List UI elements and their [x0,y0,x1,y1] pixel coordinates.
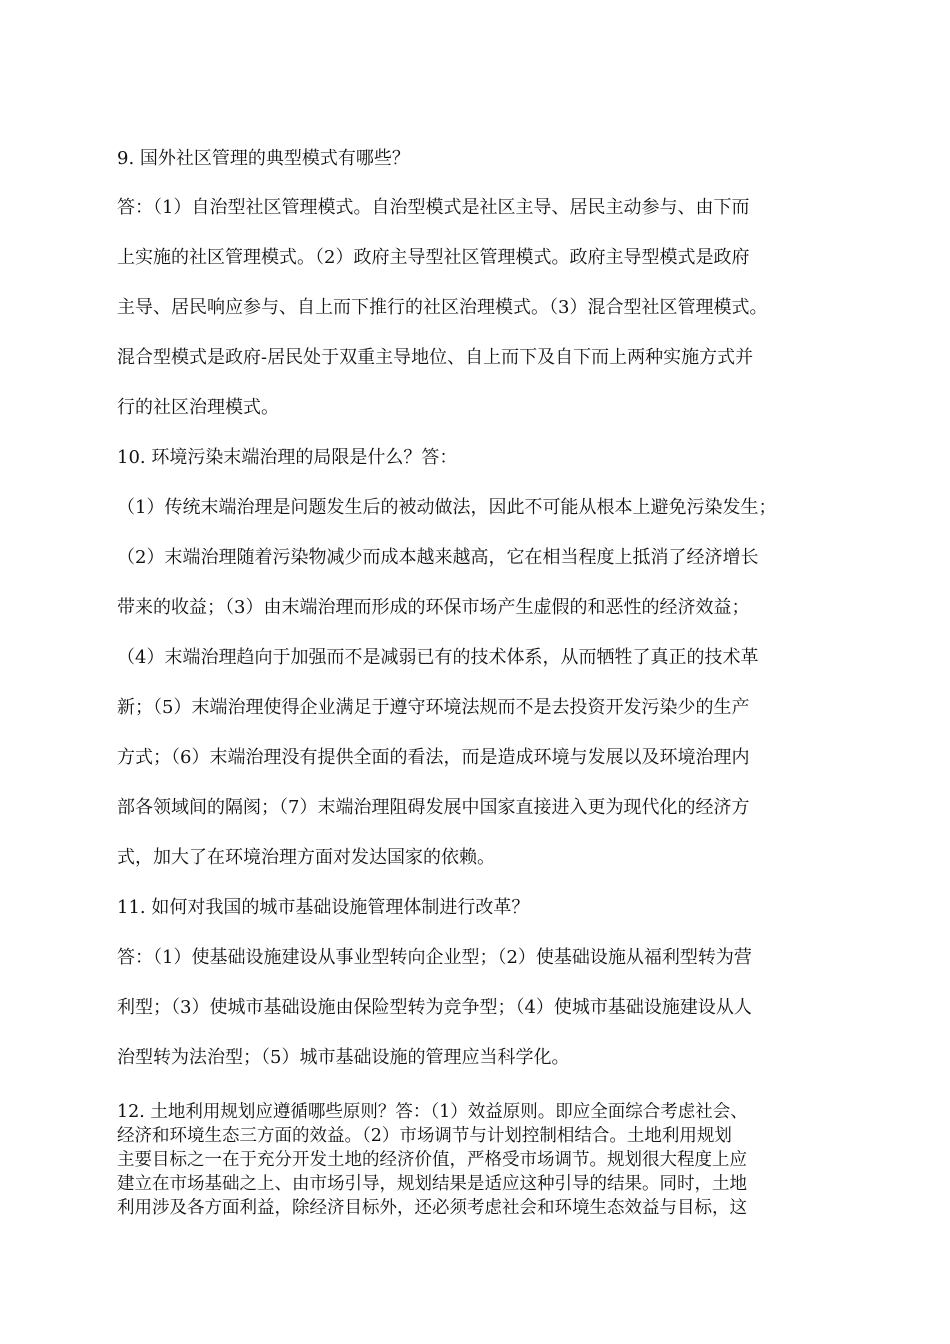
question-11-title: 11. 如何对我国的城市基础设施管理体制进行改革？ [117,897,530,918]
question-12-line: 主要目标之一在于充分开发土地的经济价值，严格受市场调节。规划很大程度上应 [117,1150,747,1170]
answer-10-line: 式，加大了在环境治理方面对发达国家的依赖。 [117,847,495,868]
answer-10-line: （2）末端治理随着污染物减少而成本越来越高，它在相当程度上抵消了经济增长 [117,547,759,568]
answer-11-line: 利型；（3）使城市基础设施由保险型转为竞争型；（4）使城市基础设施建设从人 [117,997,752,1018]
question-12-line: 建立在市场基础之上、由市场引导，规划结果是适应这种引导的结果。同时，土地 [117,1174,747,1194]
answer-9-line: 上实施的社区管理模式。（2）政府主导型社区管理模式。政府主导型模式是政府 [117,247,750,268]
answer-11-line: 治型转为法治型；（5）城市基础设施的管理应当科学化。 [117,1047,570,1068]
question-10-title: 10. 环境污染末端治理的局限是什么？答： [117,447,458,468]
answer-9-line: 主导、居民响应参与、自上而下推行的社区治理模式。（3）混合型社区管理模式。 [117,297,768,318]
question-12-line: 利用涉及各方面利益，除经济目标外，还必须考虑社会和环境生态效益与目标，这 [117,1198,747,1218]
answer-10-line: 带来的收益；（3）由末端治理而形成的环保市场产生虚假的和恶性的经济效益； [117,597,750,618]
answer-9-line: 答：（1）自治型社区管理模式。自治型模式是社区主导、居民主动参与、由下而 [117,197,750,218]
answer-9-line: 行的社区治理模式。 [117,397,279,418]
question-9-title: 9. 国外社区管理的典型模式有哪些？ [117,148,410,169]
answer-10-line: （1）传统末端治理是问题发生后的被动做法，因此不可能从根本上避免污染发生； [117,497,777,518]
answer-11-line: 答：（1）使基础设施建设从事业型转向企业型；（2）使基础设施从福利型转为营 [117,947,752,968]
answer-10-line: 方式；（6）末端治理没有提供全面的看法，而是造成环境与发展以及环境治理内 [117,747,750,768]
question-12-line: 12. 土地利用规划应遵循哪些原则？答：（1）效益原则。即应全面综合考虑社会、 [117,1102,748,1122]
answer-9-line: 混合型模式是政府-居民处于双重主导地位、自上而下及自下而上两种实施方式并 [117,347,754,368]
question-12-line: 经济和环境生态三方面的效益。（2）市场调节与计划控制相结合。土地利用规划 [117,1126,732,1146]
answer-10-line: 部各领域间的隔阂；（7）末端治理阻碍发展中国家直接进入更为现代化的经济方 [117,797,750,818]
answer-10-line: （4）末端治理趋向于加强而不是减弱已有的技术体系，从而牺牲了真正的技术革 [117,647,759,668]
answer-10-line: 新；（5）末端治理使得企业满足于遵守环境法规而不是去投资开发污染少的生产 [117,697,750,718]
